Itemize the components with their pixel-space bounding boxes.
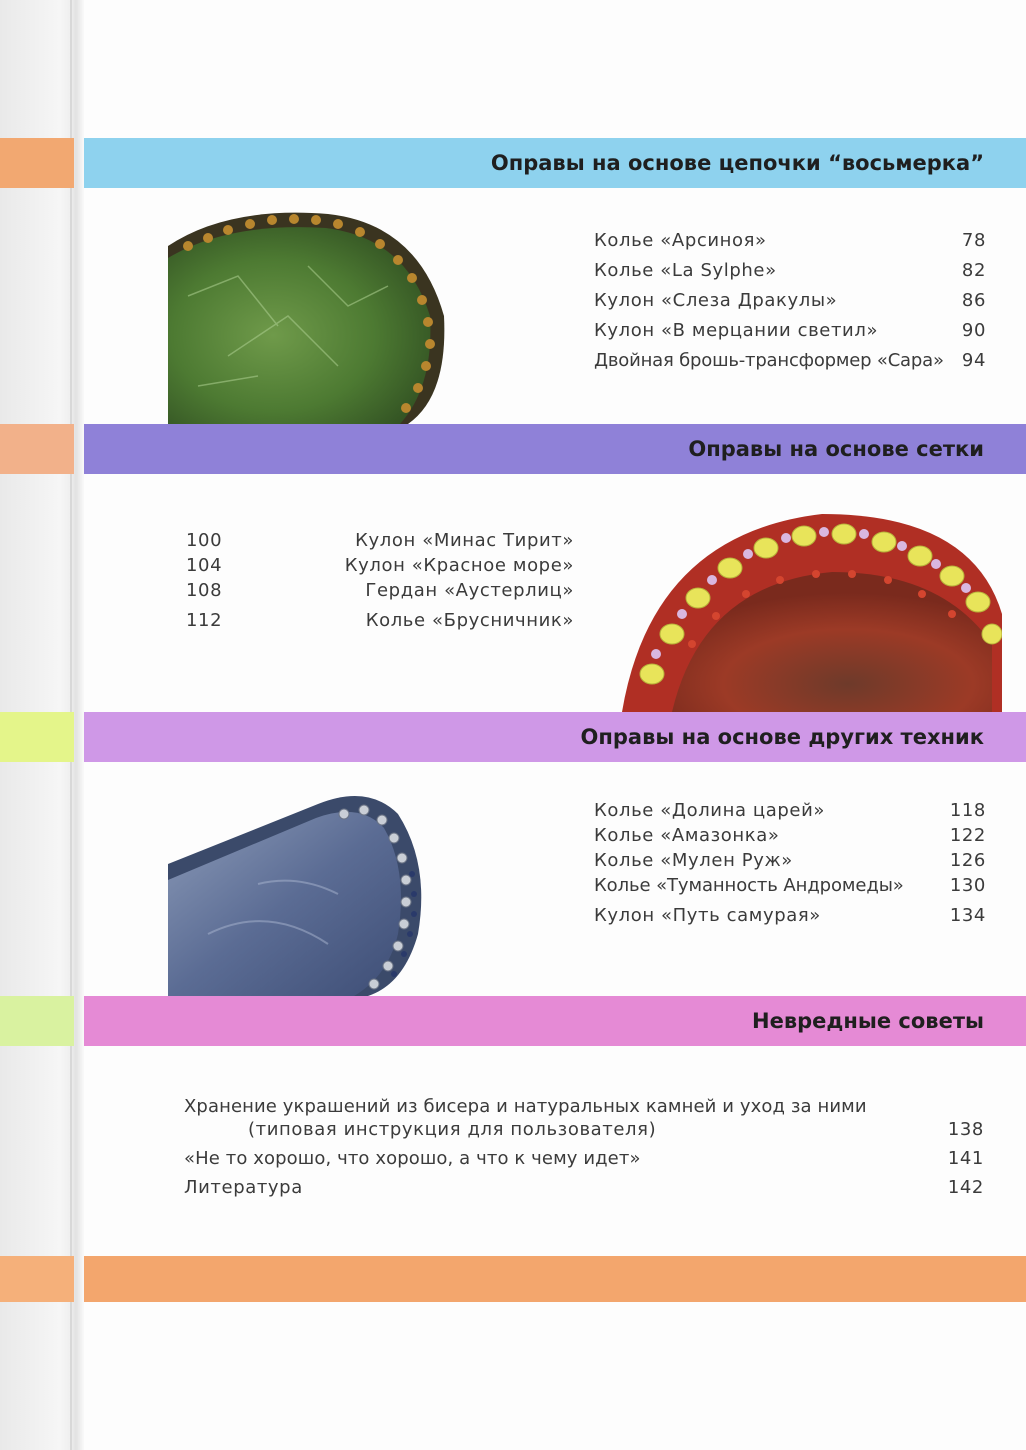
section-header-tips bbox=[84, 996, 1026, 1046]
section-header-other-techniques bbox=[84, 712, 1026, 762]
section-header-mesh bbox=[84, 424, 1026, 474]
blue-agate-beaded-bezel-icon bbox=[168, 784, 430, 996]
red-jasper-beaded-bezel-icon bbox=[612, 494, 1002, 712]
toc-entry[interactable]: 104 Кулон «Красное море» bbox=[186, 555, 574, 576]
section-title: Оправы на основе сетки bbox=[688, 437, 984, 461]
edge-tab-bottom bbox=[0, 1256, 74, 1302]
edge-tab-lime bbox=[0, 712, 74, 762]
section-title: Оправы на основе цепочки “восьмерка” bbox=[490, 151, 984, 175]
toc-entry[interactable]: 112 Колье «Брусничник» bbox=[186, 610, 574, 631]
toc-entry[interactable]: Кулон «Путь самурая» 134 bbox=[594, 905, 986, 926]
toc-entry[interactable]: «Не то хорошо, что хорошо, а что к чему идет» 141 bbox=[184, 1148, 984, 1169]
edge-tab-peach bbox=[0, 424, 74, 474]
bottom-decorative-band bbox=[84, 1256, 1026, 1302]
green-jasper-beaded-bezel-icon bbox=[168, 206, 448, 424]
toc-entry[interactable]: Литература 142 bbox=[184, 1177, 984, 1198]
toc-entry[interactable]: Колье «Туманность Андромеды» 130 bbox=[594, 875, 986, 896]
toc-list-chain bbox=[594, 226, 986, 376]
toc-list-other-techniques bbox=[594, 798, 986, 928]
edge-tab-light-green bbox=[0, 996, 74, 1046]
toc-entry[interactable]: Кулон «В мерцании светил» 90 bbox=[594, 320, 986, 341]
toc-list-tips bbox=[184, 1092, 984, 1202]
toc-entry[interactable]: Колье «La Sylphe» 82 bbox=[594, 260, 986, 281]
section-title: Оправы на основе других техник bbox=[580, 725, 984, 749]
toc-entry[interactable]: 100 Кулон «Минас Тирит» bbox=[186, 530, 574, 551]
toc-entry[interactable]: Двойная брошь-трансформер «Сара» 94 bbox=[594, 350, 986, 371]
section-header-chain bbox=[84, 138, 1026, 188]
toc-entry[interactable]: Хранение украшений из бисера и натуральных камней и уход за ними bbox=[184, 1096, 867, 1117]
section-title: Невредные советы bbox=[752, 1009, 984, 1033]
toc-entry[interactable]: 108 Гердан «Аустерлиц» bbox=[186, 580, 574, 601]
toc-entry[interactable]: Кулон «Слеза Дракулы» 86 bbox=[594, 290, 986, 311]
toc-entry[interactable]: Колье «Мулен Руж» 126 bbox=[594, 850, 986, 871]
toc-entry-continuation[interactable]: (типовая инструкция для пользователя) 138 bbox=[248, 1119, 984, 1140]
toc-entry[interactable]: Колье «Амазонка» 122 bbox=[594, 825, 986, 846]
toc-list-mesh bbox=[186, 528, 574, 633]
toc-entry[interactable]: Колье «Арсиноя» 78 bbox=[594, 230, 986, 251]
edge-tab-orange bbox=[0, 138, 74, 188]
toc-entry[interactable]: Колье «Долина царей» 118 bbox=[594, 800, 986, 821]
